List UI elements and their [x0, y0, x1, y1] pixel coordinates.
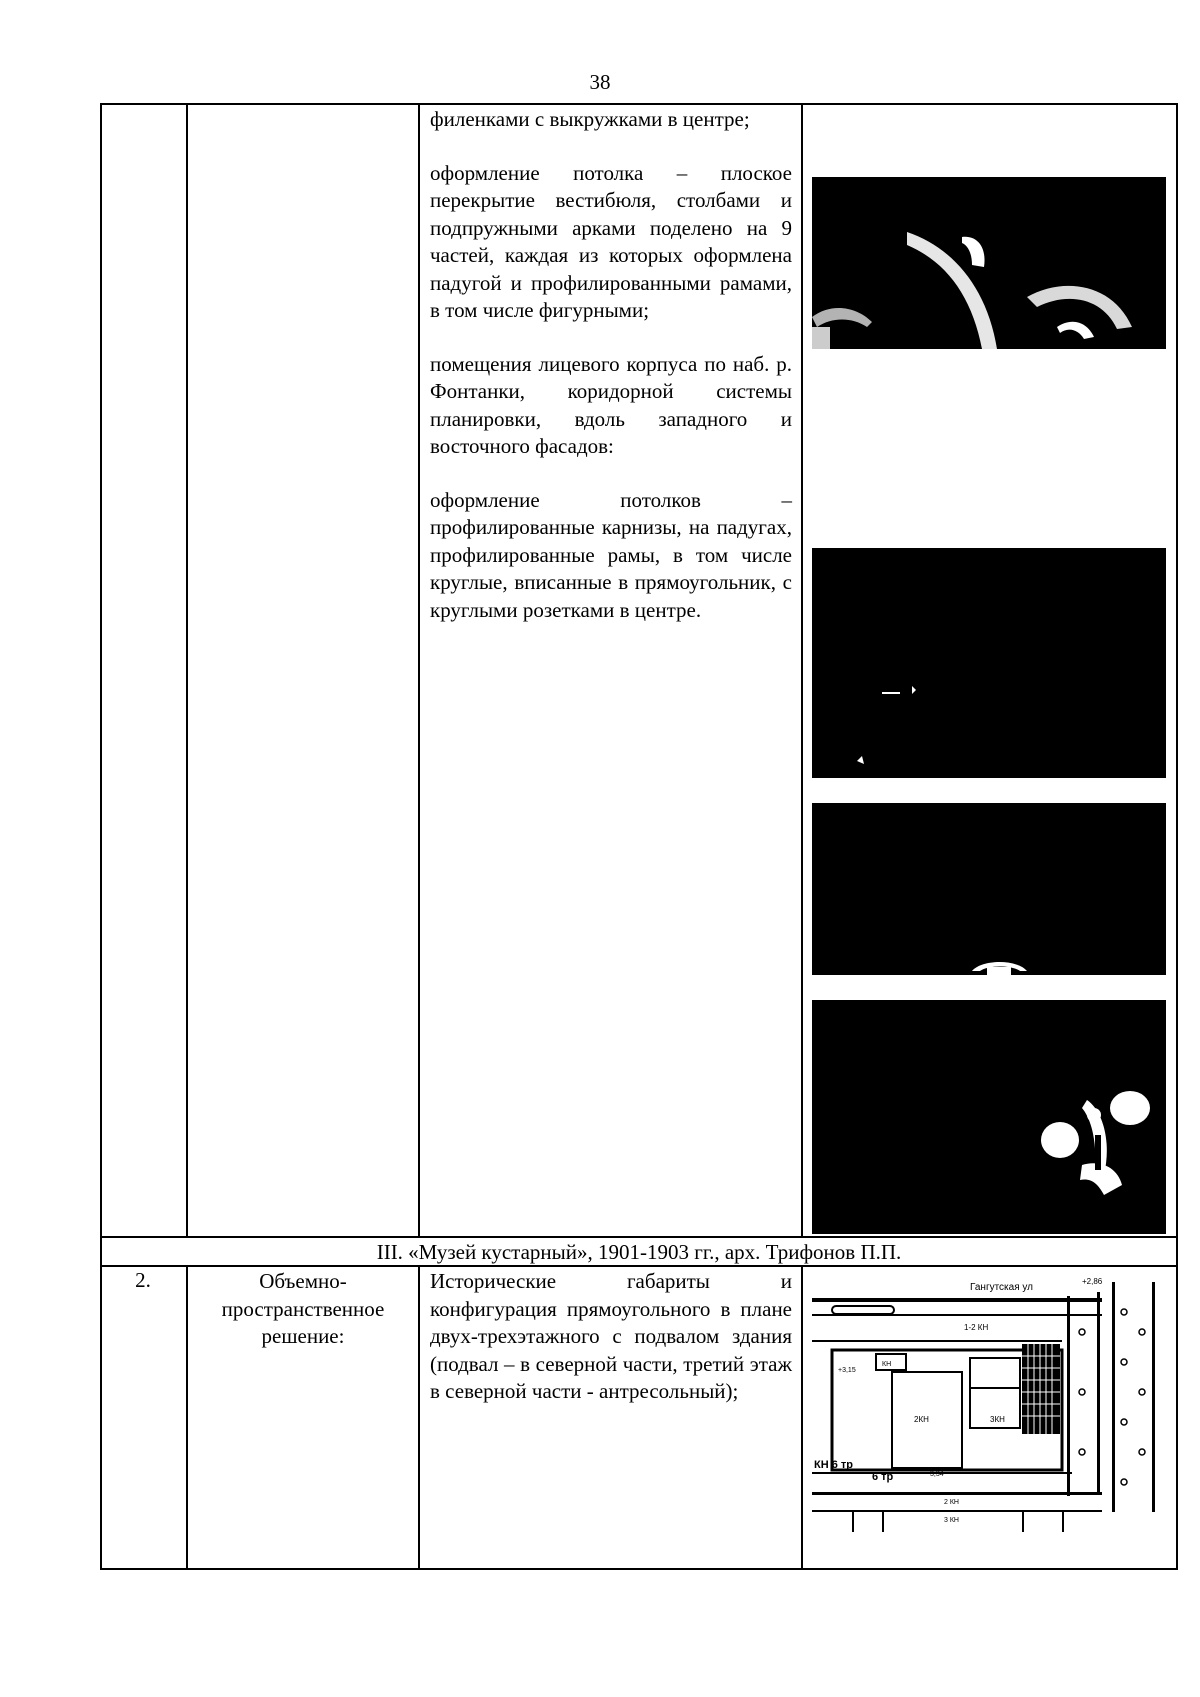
- plan-kn-tr-label: КН 6 тр: [814, 1459, 853, 1471]
- plan-floors-label-south-a: 2 КН: [944, 1499, 959, 1506]
- section-row-bottom-border: [100, 1265, 1178, 1267]
- plan-floors-label-top: 1-2 КН: [964, 1323, 989, 1332]
- plan-floors-label-main: 2КН: [914, 1415, 929, 1424]
- table-left-border: [100, 103, 102, 1570]
- table-top-border: [100, 103, 1178, 105]
- row-description: [430, 1268, 792, 1432]
- section-title: III. «Музей кустарный», 1901-1903 гг., арх. Трифонов П.П.: [376, 1240, 902, 1264]
- section-row-top-border: [100, 1236, 1178, 1238]
- column-divider-3-row2: [801, 1265, 803, 1570]
- photo-ceiling-cornice: [812, 546, 1166, 778]
- plan-floors-label-south-b: 3 КН: [944, 1517, 959, 1524]
- paragraph-panels: филенками с выкружками в центре;: [430, 107, 750, 131]
- paragraph-vestibule-ceiling: оформление потолка – плоское перекрытие вестибюля, столбами и подпружными арками поделено на 9 частей, каждая из которых оформлена падугой и профилированными рамами, в том числе фигурными;: [430, 160, 792, 322]
- column-divider-2-row2: [418, 1265, 420, 1570]
- page-number: 38: [589, 70, 611, 94]
- plan-tr-label: 6 тр: [872, 1471, 894, 1483]
- plan-elevation-label: +2,86: [1082, 1277, 1103, 1286]
- paragraph-dimensions: Исторические габариты и конфигурация прямоугольного в плане двух-трехэтажного с подвалом здания (подвал – в северной части, третий этаж в северной части - антресольный);: [430, 1269, 792, 1403]
- table-right-border: [1176, 103, 1178, 1570]
- photo-ceiling-rosette: [812, 803, 1166, 975]
- paragraph-ceilings: оформление потолков – профилированные карнизы, на падугах, профилированные рамы, в том числе круглые, вписанные в прямоугольник, с круглыми розетками в центре.: [430, 487, 792, 622]
- plan-floors-label-east: 3КН: [990, 1415, 1005, 1424]
- column-divider-2: [418, 103, 420, 1237]
- photo-chandelier: [812, 1000, 1166, 1234]
- column-divider-3: [801, 103, 803, 1237]
- row-number: 2.: [135, 1268, 151, 1292]
- continued-description: [430, 106, 792, 650]
- plan-level-315: +3,15: [838, 1367, 856, 1374]
- row-category: Объемно-пространственное решение:: [221, 1269, 385, 1348]
- column-divider-1: [186, 103, 188, 1237]
- plan-level-334: 3,34: [930, 1471, 944, 1478]
- paragraph-front-building: помещения лицевого корпуса по наб. р. Фонтанки, коридорной системы планировки, вдоль западного и восточного фасадов:: [430, 351, 792, 458]
- site-plan-map: [812, 1272, 1172, 1532]
- table-bottom-border: [100, 1568, 1178, 1570]
- plan-kn-label: КН: [882, 1361, 892, 1368]
- plan-street-label: Гангутская ул: [970, 1282, 1034, 1293]
- photo-vestibule-arches: [812, 177, 1166, 349]
